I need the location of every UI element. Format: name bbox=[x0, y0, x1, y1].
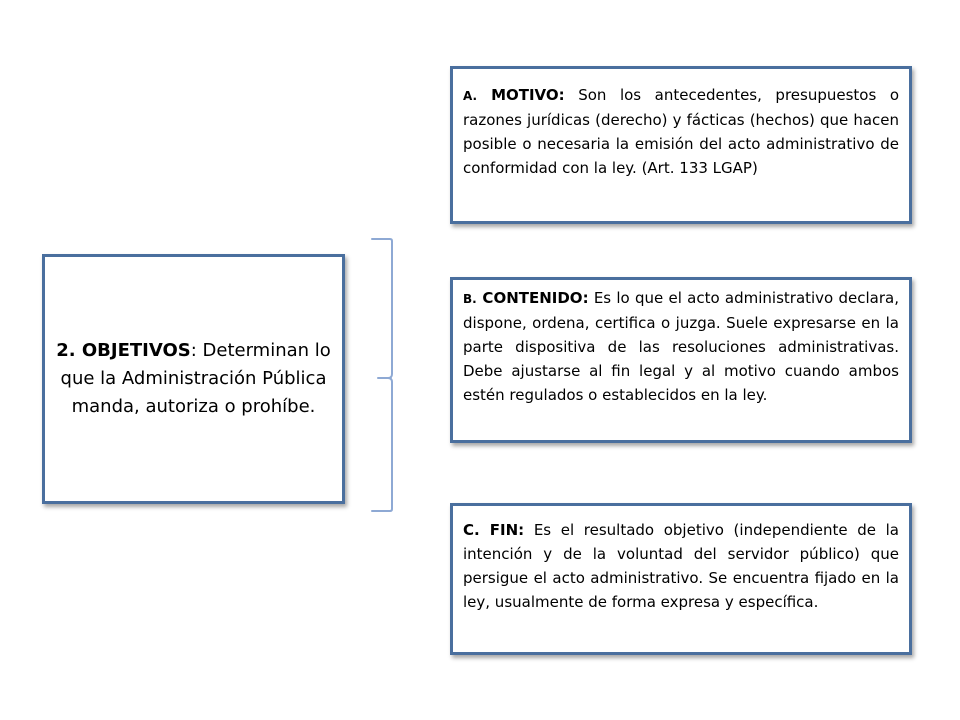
motivo-box bbox=[450, 66, 912, 224]
objetivos-title: 2. OBJETIVOS bbox=[56, 340, 191, 361]
objetivos-text bbox=[53, 337, 334, 421]
objetivos-box bbox=[42, 254, 345, 504]
motivo-heading: MOTIVO: bbox=[477, 86, 565, 104]
motivo-text: Son los antecedentes, presupuestos o razones jurídicas (derecho) y fácticas (hechos) que hacen posible o necesaria la emisión del acto administrativo de conformidad con la ley. (Art. 133 LGAP) bbox=[463, 86, 899, 177]
fin-box bbox=[450, 503, 912, 655]
objetivos-description: : Determinan lo que la Administración Pública manda, autoriza o prohíbe. bbox=[60, 340, 331, 417]
fin-letter: C. bbox=[463, 521, 480, 539]
fin-heading: FIN: bbox=[479, 521, 525, 539]
contenido-letter: B. bbox=[463, 292, 477, 306]
fin-text: Es el resultado objetivo (independiente de la intención y de la voluntad del servidor público) que persigue el acto administrativo. Se encuentra fijado en la ley, usualmente de forma expresa y específica. bbox=[463, 521, 899, 611]
curly-brace-icon bbox=[370, 236, 410, 516]
contenido-box bbox=[450, 277, 912, 443]
contenido-text: Es lo que el acto administrativo declara, dispone, ordena, certifica o juzga. Suele expresarse en la parte dispositiva de las resoluciones administrativas. Debe ajustarse al fin legal y al motivo cuando ambos estén regulados o establecidos en la ley. bbox=[463, 289, 899, 404]
contenido-heading: CONTENIDO: bbox=[476, 289, 589, 307]
motivo-letter: A. bbox=[463, 89, 478, 103]
